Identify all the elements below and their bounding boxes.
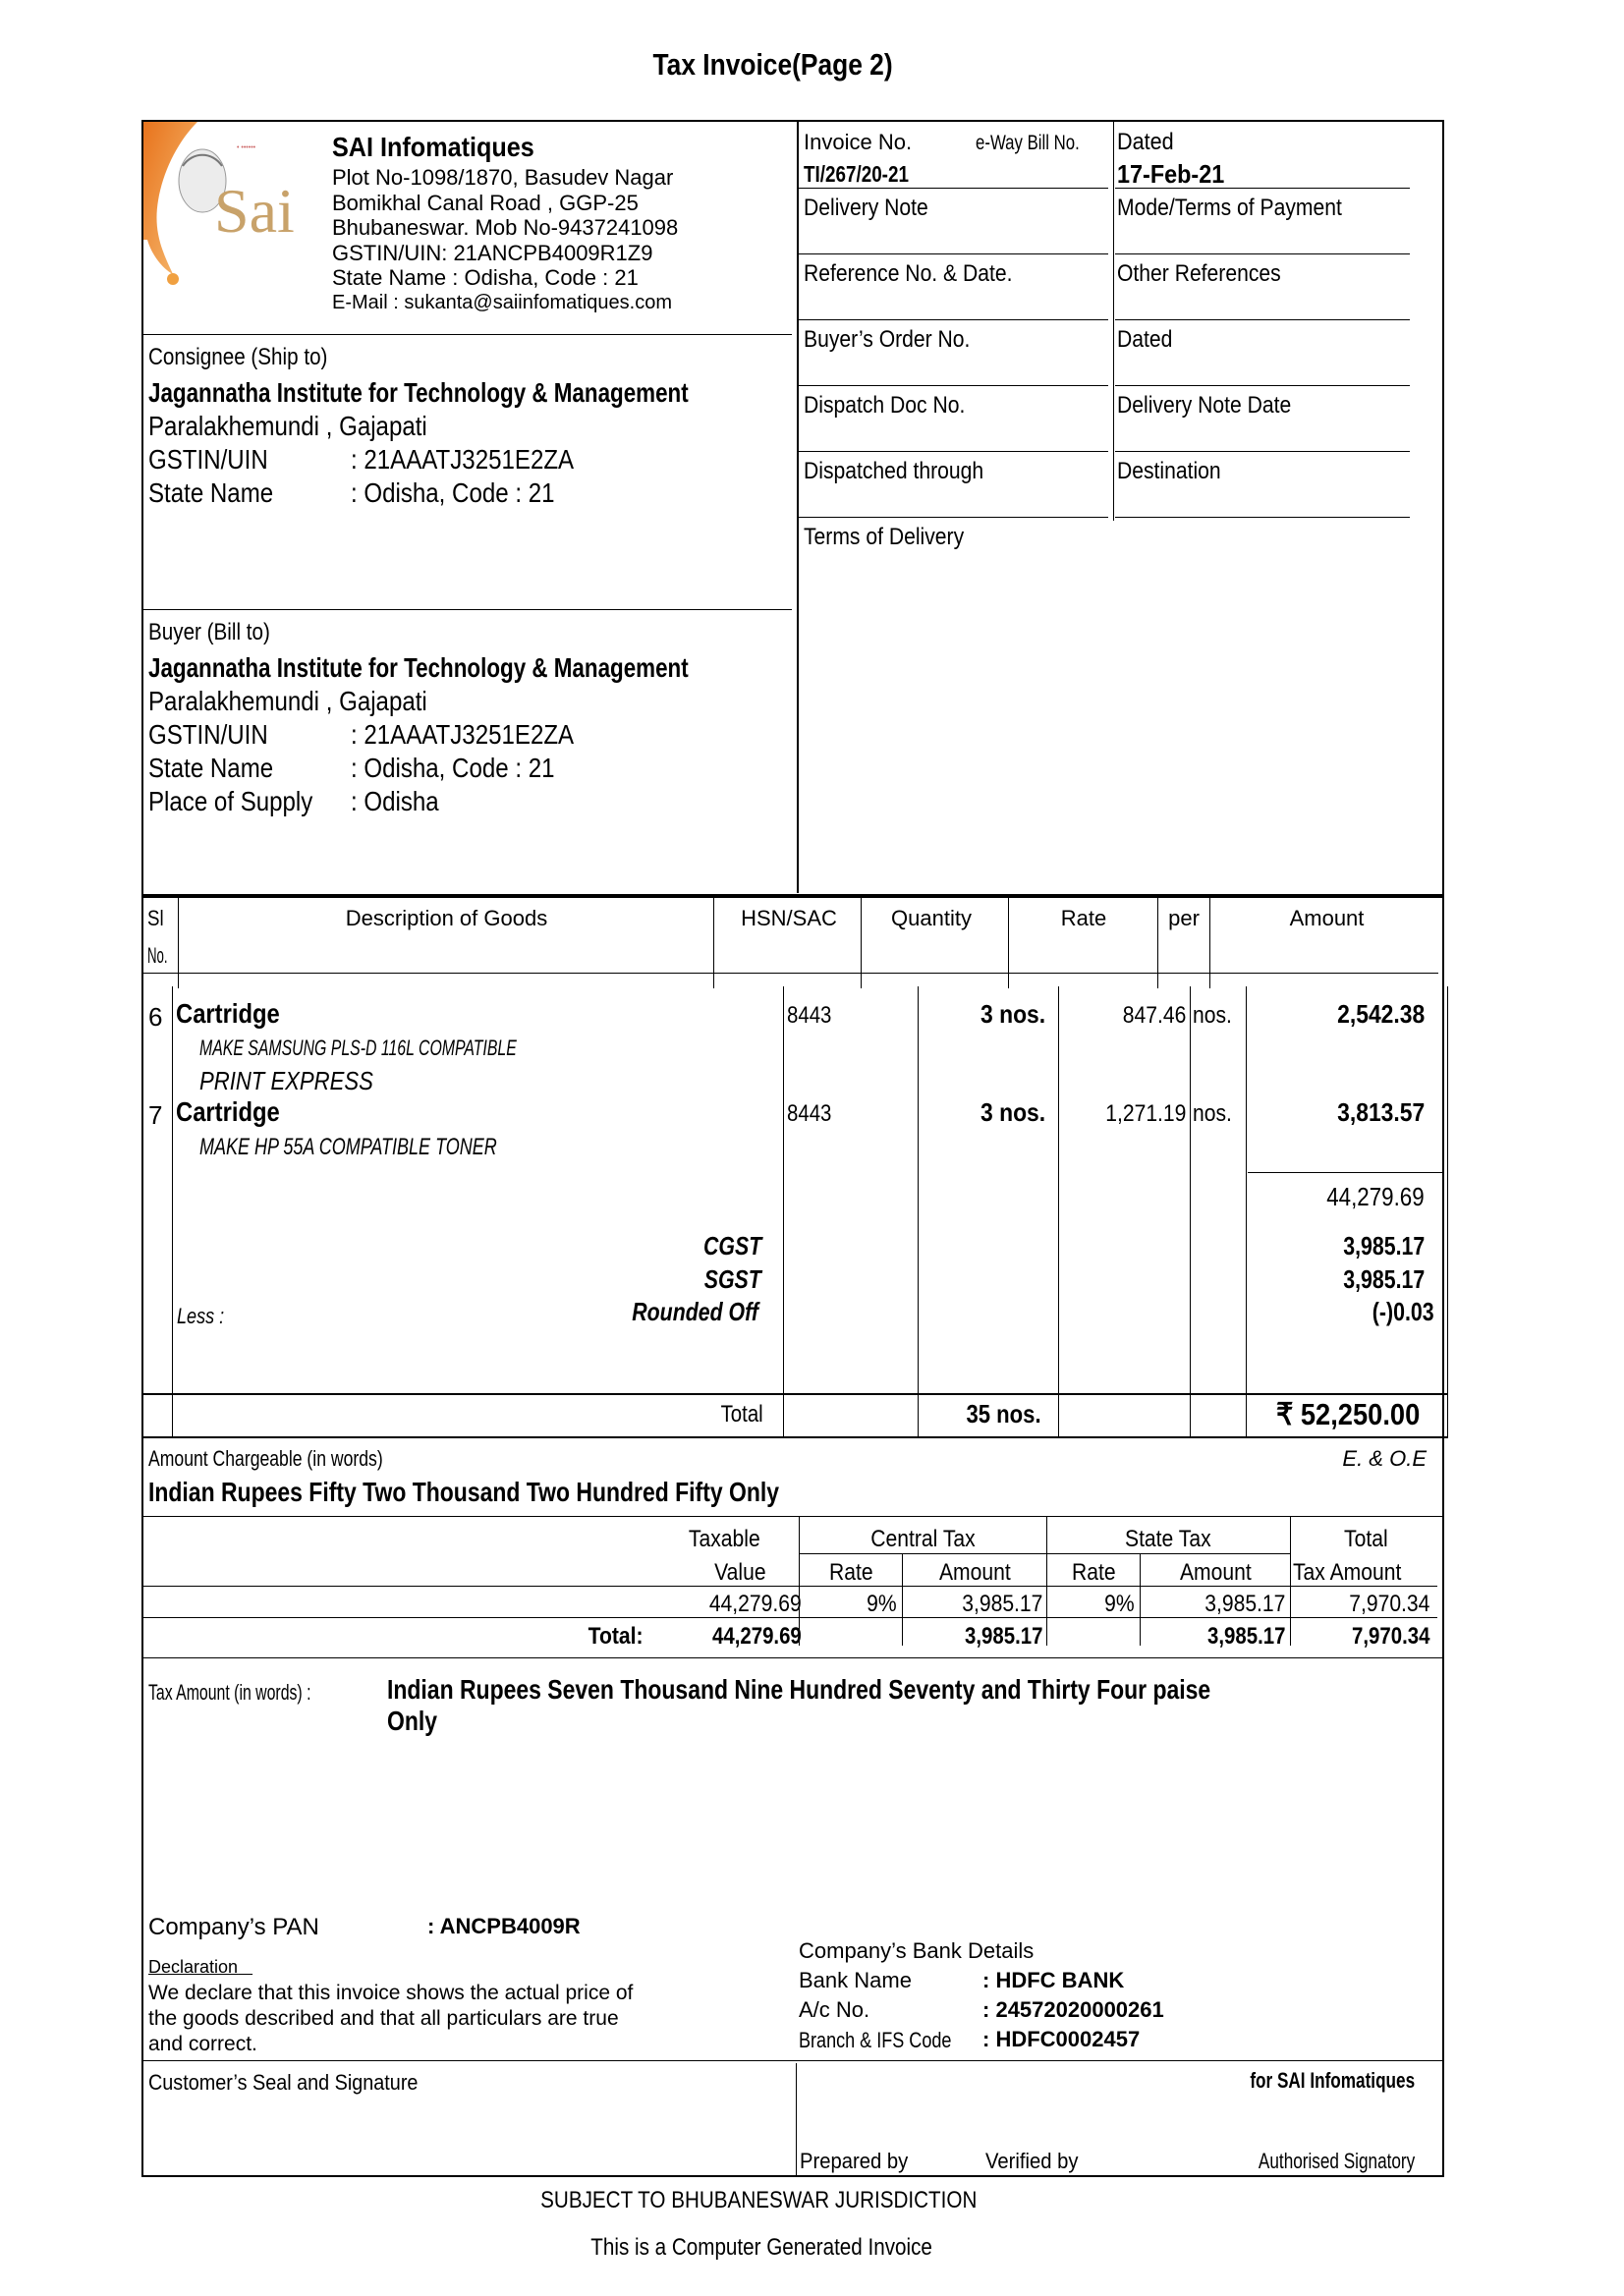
- declaration-title: Declaration: [148, 1957, 239, 1977]
- tax-col-total: Total: [1343, 1526, 1388, 1552]
- svg-text:Sai: Sai: [214, 176, 295, 246]
- bank-ifs: : HDFC0002457: [982, 2027, 1141, 2051]
- consignee-divider: [141, 609, 792, 610]
- seller-address-line: GSTIN/UIN: 21ANCPB4009R1Z9: [332, 240, 653, 265]
- buyer-pos-label: Place of Supply: [148, 786, 313, 816]
- item-amount: 2,542.38: [1336, 999, 1425, 1029]
- seller-name: SAI Infomatiques: [332, 132, 534, 162]
- amount-words-label: Amount Chargeable (in words): [148, 1446, 383, 1471]
- goods-header-bottom: [141, 973, 1438, 974]
- cgst-label: CGST: [702, 1231, 761, 1260]
- col-per: per: [1168, 906, 1200, 930]
- buyer-state: : Odisha, Code : 21: [351, 753, 555, 783]
- tax-totals-s-amount: 3,985.17: [1206, 1623, 1285, 1650]
- meta-line: [799, 385, 1108, 386]
- seller-divider: [141, 334, 792, 335]
- amount-words: Indian Rupees Fifty Two Thousand Two Hundred Fifty Only: [148, 1477, 780, 1507]
- less-label: Less :: [177, 1304, 225, 1328]
- subtotal-amount: 44,279.69: [1326, 1182, 1425, 1211]
- col-description: Description of Goods: [345, 906, 548, 930]
- bank-name-label: Bank Name: [799, 1968, 912, 1992]
- col-rate: Rate: [1060, 906, 1107, 930]
- meta-line: [1115, 253, 1410, 254]
- item-sl: 6: [148, 1002, 163, 1032]
- tax-col: [1290, 1516, 1291, 1646]
- item-hsn: 8443: [787, 1002, 832, 1029]
- seller-address-line: Bomikhal Canal Road , GGP-25: [332, 190, 639, 215]
- col-amount: Amount: [1289, 906, 1365, 930]
- tax-col-c-amount: Amount: [939, 1559, 1011, 1586]
- for-company-label: for SAI Infomatiques: [1250, 2068, 1415, 2093]
- invoice-no-value: TI/267/20-21: [804, 161, 909, 187]
- tax-col: [1046, 1516, 1047, 1646]
- tax-col-s-rate: Rate: [1072, 1559, 1116, 1586]
- delivery-note-date-label: Delivery Note Date: [1117, 392, 1292, 419]
- item-col: [1058, 986, 1059, 1438]
- tax-col-value: Value: [714, 1559, 766, 1586]
- eoe-label: E. & O.E: [1342, 1446, 1427, 1471]
- tax-col-state: State Tax: [1125, 1526, 1211, 1552]
- tax-words-label: Tax Amount (in words) :: [148, 1680, 311, 1705]
- border-left: [141, 120, 143, 2176]
- total-label: Total: [720, 1401, 763, 1428]
- jurisdiction-note: SUBJECT TO BHUBANESWAR JURISDICTION: [539, 2187, 978, 2213]
- border-top: [141, 120, 1444, 122]
- item-col: [1246, 986, 1247, 1438]
- item-desc: MAKE HP 55A COMPATIBLE TONER: [199, 1134, 497, 1160]
- cgst-amount: 3,985.17: [1343, 1231, 1425, 1260]
- sgst-amount: 3,985.17: [1343, 1264, 1425, 1294]
- item-name: Cartridge: [176, 1096, 280, 1127]
- tax-table-top: [141, 1516, 1442, 1517]
- item-desc: PRINT EXPRESS: [199, 1066, 373, 1095]
- goods-header-top: [141, 894, 1442, 898]
- border-bottom: [141, 2175, 1444, 2177]
- sgst-label: SGST: [703, 1264, 761, 1294]
- item-rate: 1,271.19: [1104, 1100, 1186, 1127]
- bank-name: : HDFC BANK: [982, 1968, 1125, 1992]
- item-name: Cartridge: [176, 998, 280, 1029]
- tax-taxable: 44,279.69: [709, 1591, 802, 1617]
- dated-value: 17-Feb-21: [1117, 159, 1225, 189]
- meta-line: [799, 319, 1108, 320]
- terms-delivery-label: Terms of Delivery: [804, 524, 965, 550]
- item-qty: 3 nos.: [980, 999, 1045, 1029]
- declaration-line: We declare that this invoice shows the actual price of: [148, 1982, 634, 2004]
- item-per: nos.: [1193, 1100, 1232, 1127]
- eway-label: e-Way Bill No.: [976, 132, 1080, 154]
- tax-col-s-amount: Amount: [1180, 1559, 1252, 1586]
- computer-generated-note: This is a Computer Generated Invoice: [590, 2234, 932, 2261]
- item-hsn: 8443: [787, 1100, 832, 1127]
- declaration-line: and correct.: [148, 2033, 257, 2055]
- declaration-line: the goods described and that all particulars are true: [148, 2007, 619, 2030]
- consignee-state-label: State Name: [148, 477, 274, 508]
- other-refs-label: Other References: [1117, 260, 1281, 287]
- reference-label: Reference No. & Date.: [804, 260, 1013, 287]
- col-sl-no: No.: [147, 943, 168, 968]
- item-desc: MAKE SAMSUNG PLS-D 116L COMPATIBLE: [199, 1036, 517, 1060]
- header-divider: [797, 122, 799, 893]
- col-sl: Sl: [147, 906, 164, 930]
- total-top-line: [141, 1393, 1448, 1395]
- meta-line: [1115, 385, 1410, 386]
- invoice-no-label: Invoice No.: [804, 130, 913, 154]
- consignee-state: : Odisha, Code : 21: [351, 477, 555, 508]
- seller-address-line: E-Mail : sukanta@saiinfomatiques.com: [332, 291, 672, 313]
- item-col: [1447, 986, 1448, 1438]
- consignee-gstin-label: GSTIN/UIN: [148, 444, 268, 475]
- consignee-label: Consignee (Ship to): [148, 344, 328, 370]
- col-hsn: HSN/SAC: [741, 906, 837, 930]
- tax-totals-c-amount: 3,985.17: [964, 1623, 1042, 1650]
- dated-label: Dated: [1117, 129, 1174, 155]
- pan-value: : ANCPB4009R: [427, 1914, 581, 1938]
- buyer-gstin-label: GSTIN/UIN: [148, 719, 268, 750]
- tax-col-tax-amount: Tax Amount: [1293, 1559, 1402, 1586]
- buyer-name: Jagannatha Institute for Technology & Management: [148, 652, 689, 683]
- tax-col-c-rate: Rate: [829, 1559, 873, 1586]
- delivery-note-label: Delivery Note: [804, 195, 928, 221]
- tax-totals-label: Total:: [588, 1623, 644, 1650]
- total-qty: 35 nos.: [966, 1399, 1041, 1428]
- consignee-name: Jagannatha Institute for Technology & Management: [148, 377, 689, 408]
- border-right: [1442, 120, 1444, 2176]
- tax-c-rate: 9%: [867, 1591, 897, 1617]
- item-amount: 3,813.57: [1336, 1097, 1425, 1127]
- prepared-by-label: Prepared by: [800, 2149, 909, 2173]
- meta-line: [1115, 451, 1410, 452]
- item-col: [1190, 986, 1191, 1438]
- tax-col: [1140, 1553, 1141, 1646]
- buyer-label: Buyer (Bill to): [148, 619, 270, 645]
- buyer-gstin: : 21AAATJ3251E2ZA: [351, 719, 575, 750]
- meta-line: [799, 188, 1108, 189]
- tax-words-line: Indian Rupees Seven Thousand Nine Hundred Seventy and Thirty Four paise: [387, 1674, 1211, 1705]
- meta-line: [1115, 319, 1410, 320]
- meta-line: [1115, 517, 1410, 518]
- bank-ac-label: A/c No.: [799, 1997, 870, 2022]
- tax-words: [387, 1674, 1391, 1737]
- meta-line: [799, 253, 1108, 254]
- col-quantity: Quantity: [891, 906, 972, 930]
- title-text: Tax Invoice(Page 2): [652, 47, 893, 82]
- seller-address: [332, 165, 678, 315]
- mode-terms-label: Mode/Terms of Payment: [1117, 195, 1342, 221]
- dispatched-through-label: Dispatched through: [804, 458, 984, 484]
- pan-label: Company’s PAN: [148, 1914, 319, 1940]
- tax-totals-total: 7,970.34: [1351, 1623, 1429, 1650]
- seller-address-line: State Name : Odisha, Code : 21: [332, 265, 639, 290]
- item-qty: 3 nos.: [980, 1097, 1045, 1127]
- rounded-amount: (-)0.03: [1372, 1297, 1434, 1326]
- item-col: [172, 986, 173, 1438]
- total-amount: ₹ 52,250.00: [1275, 1397, 1420, 1431]
- dispatch-doc-label: Dispatch Doc No.: [804, 392, 966, 419]
- tax-subhead-line: [799, 1553, 1290, 1554]
- meta-col-divider: [1113, 122, 1114, 521]
- page-title: [0, 47, 1545, 83]
- goods-header-col: [713, 898, 714, 988]
- goods-header-col: [1209, 898, 1210, 988]
- item-per: nos.: [1193, 1002, 1232, 1029]
- tax-table-bottom: [141, 1657, 1442, 1658]
- item-col: [918, 986, 919, 1438]
- seller-logo: [143, 122, 328, 287]
- bank-ifs-label: Branch & IFS Code: [799, 2028, 952, 2052]
- tax-totals-taxable: 44,279.69: [712, 1623, 802, 1650]
- destination-label: Destination: [1117, 458, 1221, 484]
- buyer-address: Paralakhemundi , Gajapati: [148, 686, 427, 716]
- authorised-signatory-label: Authorised Signatory: [1258, 2149, 1415, 2173]
- svg-text:• ••••••: • ••••••: [237, 144, 256, 151]
- customer-seal-label: Customer’s Seal and Signature: [148, 2070, 419, 2095]
- bank-ac: : 24572020000261: [982, 1997, 1164, 2022]
- sai-logo-icon: [143, 122, 328, 287]
- tax-col-taxable: Taxable: [689, 1526, 760, 1552]
- item-col: [783, 986, 784, 1438]
- signature-top-line: [141, 2060, 1442, 2061]
- goods-header-col: [1157, 898, 1158, 988]
- seller-address-line: Bhubaneswar. Mob No-9437241098: [332, 215, 679, 240]
- tax-total: 7,970.34: [1348, 1591, 1429, 1617]
- goods-header-col: [1008, 898, 1009, 988]
- tax-s-rate: 9%: [1104, 1591, 1135, 1617]
- meta-line: [799, 451, 1108, 452]
- meta-line: [799, 517, 1108, 518]
- item-sl: 7: [148, 1100, 163, 1130]
- seller-address-line: Plot No-1098/1870, Basudev Nagar: [332, 165, 674, 190]
- subtotal-line: [1248, 1172, 1442, 1173]
- signature-divider: [796, 2063, 797, 2175]
- consignee-gstin: : 21AAATJ3251E2ZA: [351, 444, 575, 475]
- consignee-address: Paralakhemundi , Gajapati: [148, 411, 427, 441]
- buyer-state-label: State Name: [148, 753, 274, 783]
- bank-title: Company’s Bank Details: [799, 1938, 1035, 1963]
- total-bottom-line: [141, 1436, 1448, 1438]
- buyer-pos: : Odisha: [351, 786, 439, 816]
- tax-col: [902, 1553, 903, 1646]
- dated2-label: Dated: [1117, 326, 1173, 353]
- item-rate: 847.46: [1122, 1002, 1186, 1029]
- tax-s-amount: 3,985.17: [1204, 1591, 1285, 1617]
- tax-col-central: Central Tax: [869, 1526, 976, 1552]
- tax-words-line: Only: [387, 1706, 438, 1736]
- tax-c-amount: 3,985.17: [961, 1591, 1042, 1617]
- declaration-text: [148, 1981, 633, 2057]
- buyers-order-label: Buyer’s Order No.: [804, 326, 971, 353]
- rounded-label: Rounded Off: [632, 1297, 758, 1326]
- verified-by-label: Verified by: [985, 2149, 1079, 2173]
